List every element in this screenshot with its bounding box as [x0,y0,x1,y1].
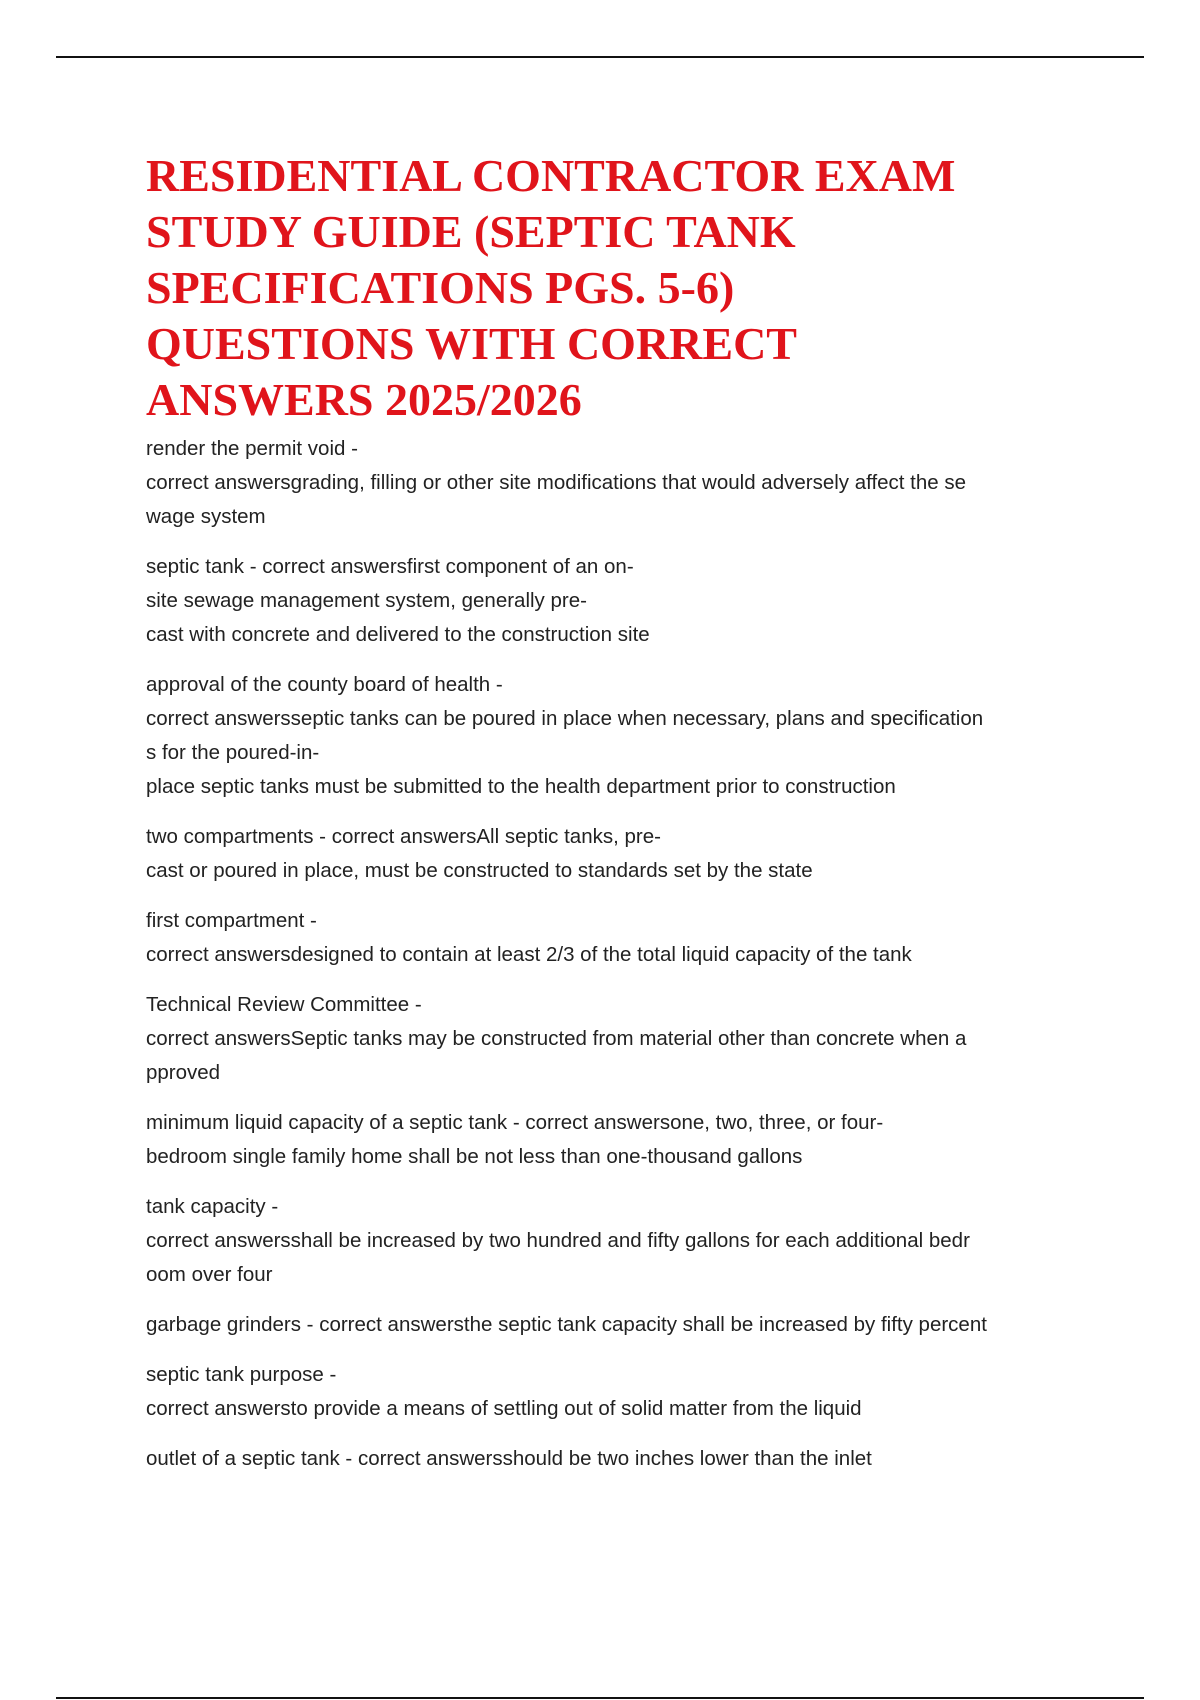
qa-item: two compartments - correct answersAll septic tanks, pre- cast or poured in place, must be constructed to standards set by the state [146,825,813,882]
qa-item: septic tank purpose - correct answersto provide a means of settling out of solid matter from the liquid [146,1363,862,1420]
qa-item: first compartment - correct answersdesigned to contain at least 2/3 of the total liquid capacity of the tank [146,909,912,966]
qa-item: septic tank - correct answersfirst component of an on- site sewage management system, generally pre- cast with concrete and delivered to the construction site [146,555,650,646]
qa-list [146,432,1056,1476]
document-body [146,148,1056,1492]
qa-item: render the permit void - correct answersgrading, filling or other site modifications that would adversely affect the se wage system [146,437,967,528]
qa-item: Technical Review Committee - correct answersSeptic tanks may be constructed from material other than concrete when a pproved [146,993,967,1084]
document-title: RESIDENTIAL CONTRACTOR EXAM STUDY GUIDE (SEPTIC TANK SPECIFICATIONS PGS. 5-6) QUESTIONS WITH CORRECT ANSWERS 2025/2026 [146,150,956,425]
bottom-rule [56,1697,1144,1699]
qa-item: minimum liquid capacity of a septic tank - correct answersone, two, three, or four- bedroom single family home shall be not less than one-thousand gallons [146,1111,884,1168]
qa-item: approval of the county board of health - correct answersseptic tanks can be poured in place when necessary, plans and specification s for the poured-in- place septic tanks must be submitted to the health department prior to construction [146,673,984,798]
qa-item: tank capacity - correct answersshall be increased by two hundred and fifty gallons for each additional bedr oom over four [146,1195,970,1286]
top-rule [56,56,1144,58]
qa-item: outlet of a septic tank - correct answersshould be two inches lower than the inlet [146,1447,872,1470]
qa-item: garbage grinders - correct answersthe septic tank capacity shall be increased by fifty percent [146,1313,987,1336]
